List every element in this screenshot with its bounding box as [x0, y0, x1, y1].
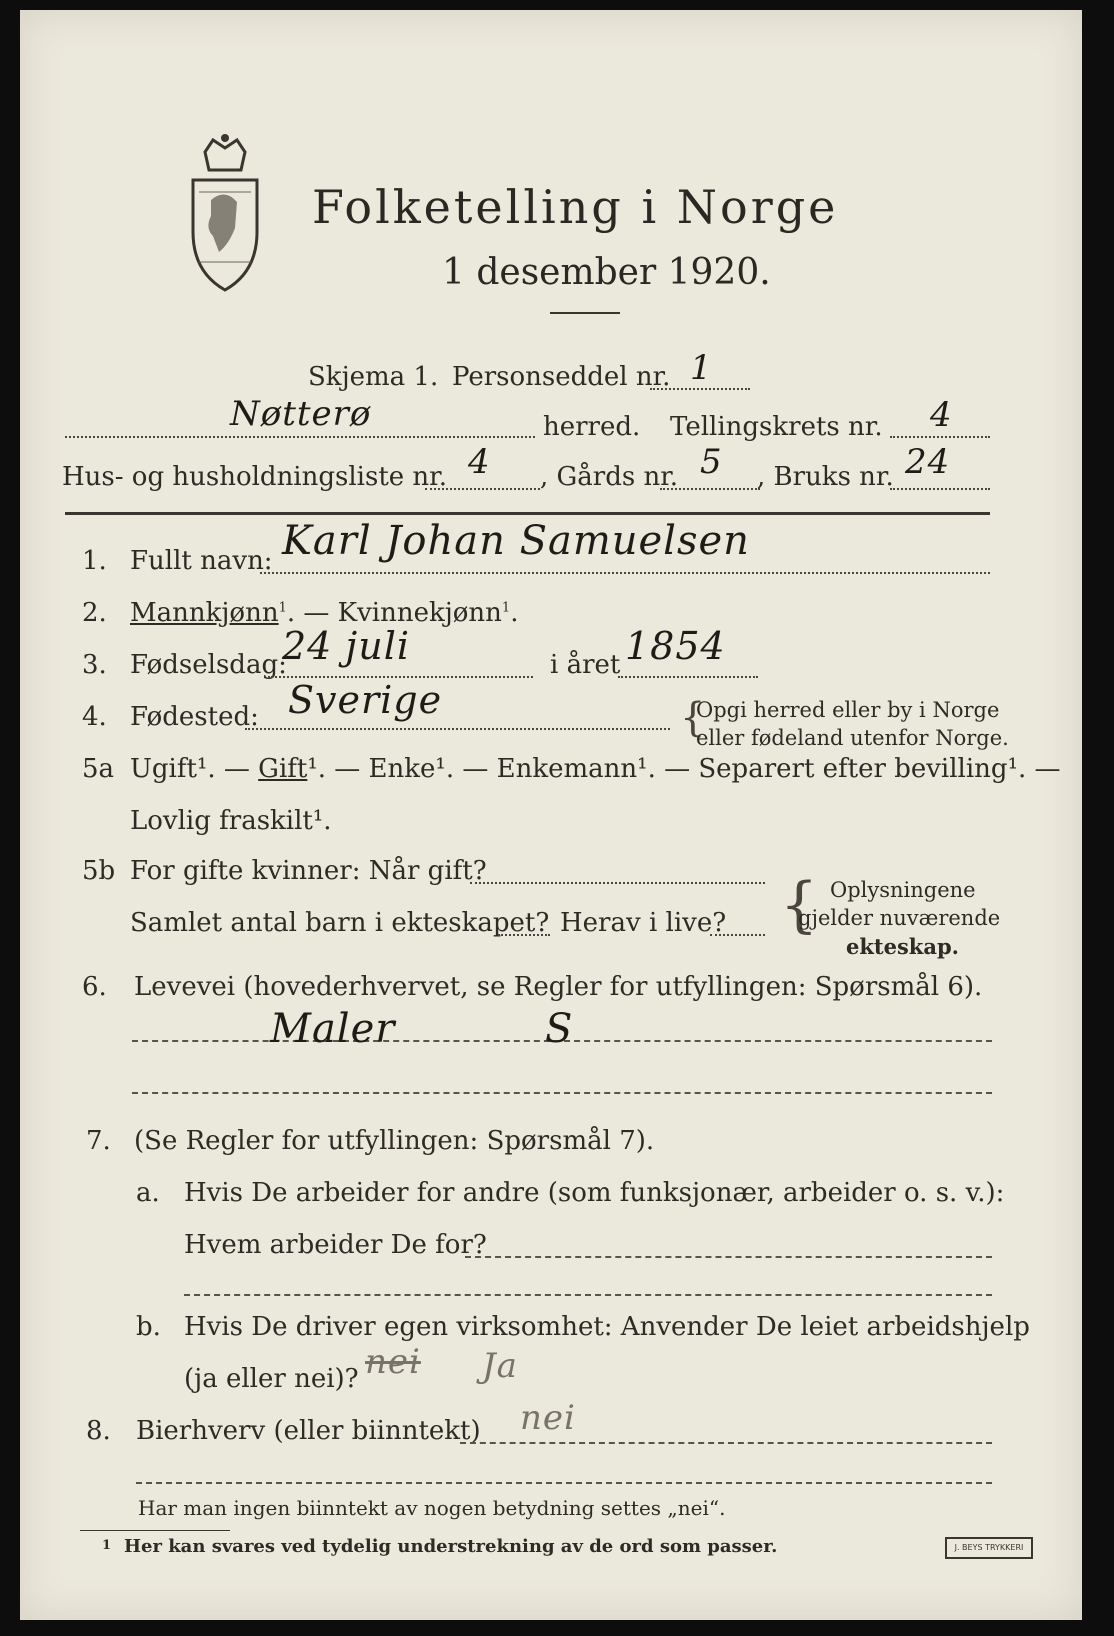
- q5b-note1: Oplysningene: [830, 878, 976, 902]
- q5b-line1: For gifte kvinner: Når gift?: [130, 856, 487, 886]
- q1-number: 1.: [82, 546, 107, 576]
- bruks-label: , Bruks nr.: [757, 462, 894, 492]
- q8-label: Bierhverv (eller biinntekt): [136, 1416, 481, 1446]
- footnote-divider: [80, 1530, 230, 1531]
- q3-number: 3.: [82, 650, 107, 680]
- q8-answer-line2: [136, 1482, 992, 1484]
- q5a-number: 5a: [82, 754, 115, 784]
- q7-label: (Se Regler for utfyllingen: Spørsmål 7).: [134, 1126, 655, 1156]
- q1-label: Fullt navn:: [130, 546, 273, 576]
- q5b-note3: ekteskap.: [846, 934, 959, 959]
- q5a-line2: Lovlig fraskilt¹.: [130, 806, 332, 836]
- herred-label: herred.: [543, 412, 641, 442]
- printer-stamp: J. BEYS TRYKKERI: [945, 1537, 1033, 1559]
- skjema-label: Skjema 1.: [308, 362, 439, 392]
- hus-line: [425, 488, 540, 490]
- q5a-gift-option: Gift: [258, 754, 308, 784]
- footnote-text: Her kan svares ved tydelig understrekning av de ord som passer.: [124, 1536, 778, 1557]
- header-divider: [65, 512, 990, 515]
- q3-year-line: [618, 676, 758, 678]
- q7b-line1: Hvis De driver egen virksomhet: Anvender De leiet arbeidshjelp: [184, 1312, 1030, 1342]
- footnote-number: 1: [102, 1538, 112, 1553]
- tellingskrets-label: Tellingskrets nr.: [670, 412, 883, 442]
- herred-value: Nøtterø: [230, 394, 372, 434]
- q5b-alive-line: [710, 934, 765, 936]
- q7a-answer-line2: [184, 1294, 992, 1296]
- q5a-ugift: Ugift: [130, 754, 197, 784]
- title-divider: [550, 312, 620, 314]
- hus-label: Hus- og husholdningsliste nr.: [62, 462, 448, 492]
- q8-number: 8.: [86, 1416, 111, 1446]
- q2-female-footnote-mark: 1: [501, 600, 511, 616]
- q5b-number: 5b: [82, 856, 116, 886]
- q5b-alive-label: Herav i live?: [560, 908, 727, 938]
- q4-brace: {: [680, 695, 706, 741]
- q7a-answer-line1: [465, 1256, 992, 1258]
- q5b-married-line: [470, 882, 765, 884]
- q4-value: Sverige: [288, 678, 443, 722]
- q1-value: Karl Johan Samuelsen: [282, 518, 750, 564]
- q7b-value: Ja: [482, 1346, 518, 1386]
- q6-value: Maler: [270, 1006, 396, 1052]
- q3-value: 24 juli: [282, 624, 410, 668]
- census-form-page: [20, 10, 1082, 1620]
- q3-year-label: i året: [550, 650, 621, 680]
- norwegian-coat-of-arms-icon: [185, 132, 265, 292]
- q5b-note2: gjelder nuværende: [798, 906, 1001, 930]
- q7b-number: b.: [136, 1312, 161, 1342]
- q5a-line1: Ugift¹. — Gift¹. — Enke¹. — Enkemann¹. — Separert efter bevilling¹. —: [130, 754, 1061, 784]
- hus-value: 4: [468, 442, 491, 482]
- q6-value-mark: S: [545, 1006, 574, 1052]
- q3-label: Fødselsdag:: [130, 650, 287, 680]
- gards-label: , Gårds nr.: [540, 462, 679, 492]
- q3-year-value: 1854: [625, 624, 726, 668]
- q4-note-line1: Opgi herred eller by i Norge: [696, 698, 1000, 722]
- q5a-rest: — Enke¹. — Enkemann¹. — Separert efter bevilling¹. —: [334, 754, 1061, 784]
- form-title: Folketelling i Norge: [312, 180, 839, 234]
- q7b-struck-value: nei: [365, 1342, 421, 1382]
- personseddel-label: Personseddel nr.: [452, 362, 671, 392]
- form-date: 1 desember 1920.: [442, 252, 771, 293]
- q1-line: [260, 572, 990, 574]
- q2-separator: . —: [286, 598, 338, 628]
- q6-label: Levevei (hovederhvervet, se Regler for utfyllingen: Spørsmål 6).: [134, 972, 983, 1002]
- q4-label: Fødested:: [130, 702, 259, 732]
- personseddel-value: 1: [690, 348, 713, 388]
- q5b-brace: {: [780, 870, 819, 940]
- q2-end: .: [510, 598, 519, 628]
- q2-male-footnote-mark: 1: [278, 600, 287, 616]
- q8-value: nei: [520, 1398, 576, 1438]
- q7b-line2: (ja eller nei)?: [184, 1364, 359, 1394]
- q8-answer-line: [460, 1442, 992, 1444]
- gards-line: [660, 488, 760, 490]
- q4-line: [245, 728, 670, 730]
- q4-note-line2: eller fødeland utenfor Norge.: [696, 726, 1009, 750]
- bruks-line: [890, 488, 990, 490]
- q7a-number: a.: [136, 1178, 160, 1208]
- footer-note: Har man ingen biinntekt av nogen betydning settes „nei“.: [138, 1496, 726, 1520]
- herred-line: [65, 436, 535, 438]
- tellingskrets-line: [890, 436, 990, 438]
- q2-male-option: Mannkjønn: [130, 598, 279, 628]
- q7-number: 7.: [86, 1126, 111, 1156]
- tellingskrets-value: 4: [930, 395, 953, 435]
- q5b-children-line: [498, 934, 550, 936]
- q5b-line2: Samlet antal barn i ekteskapet?: [130, 908, 550, 938]
- personseddel-line: [650, 388, 750, 390]
- q2-female-option: Kvinnekjønn: [337, 598, 502, 628]
- q7a-line2: Hvem arbeider De for?: [184, 1230, 487, 1260]
- q6-number: 6.: [82, 972, 107, 1002]
- q7a-line1: Hvis De arbeider for andre (som funksjonær, arbeider o. s. v.):: [184, 1178, 1005, 1208]
- gards-value: 5: [700, 442, 723, 482]
- bruks-value: 24: [905, 442, 951, 482]
- q2-number: 2.: [82, 598, 107, 628]
- q6-answer-line2: [132, 1092, 992, 1094]
- q4-number: 4.: [82, 702, 107, 732]
